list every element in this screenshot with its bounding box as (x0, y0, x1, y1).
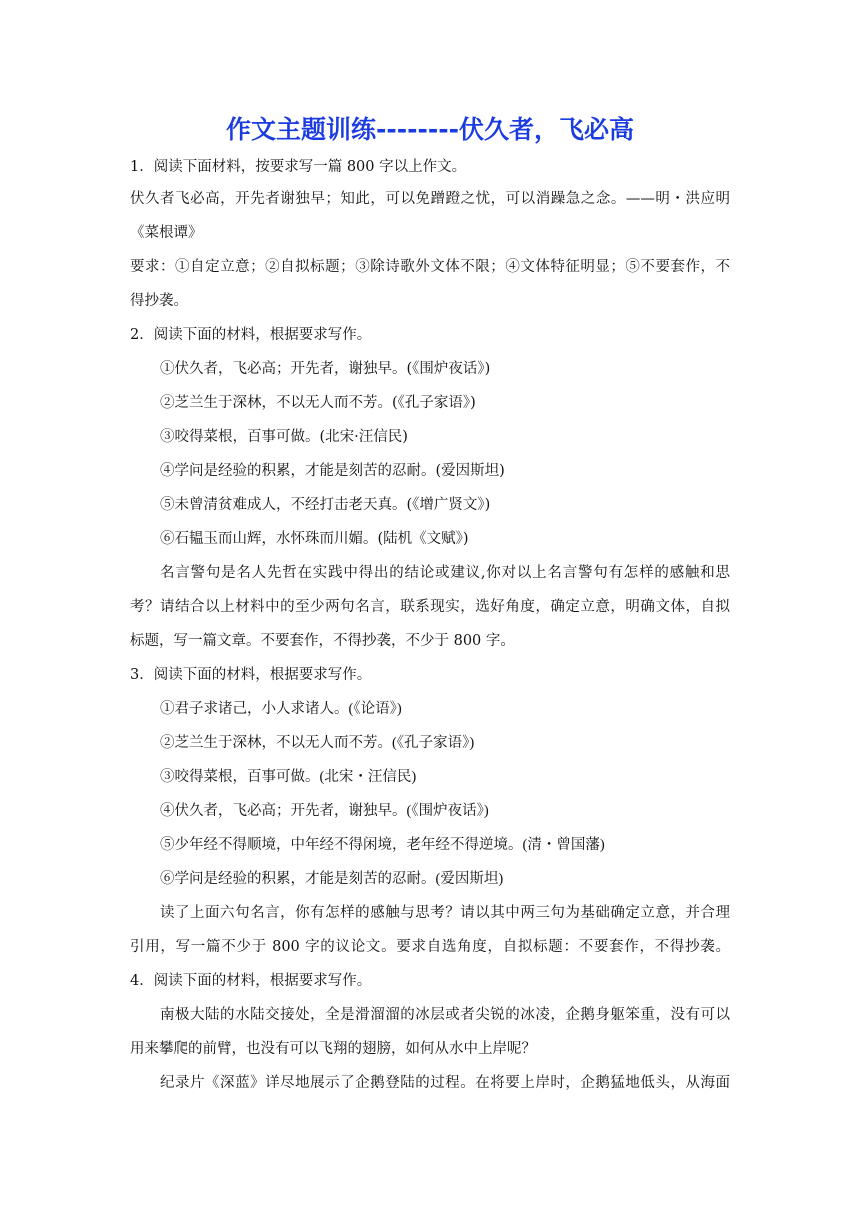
question-4-material-2: 纪录片《深蓝》详尽地展示了企鹅登陆的过程。在将要上岸时，企鹅猛地低头，从海面 (160, 1075, 730, 1091)
question-2-instruction: 名言警句是名人先哲在实践中得出的结论或建议,你对以上名言警句有怎样的感触和思 (160, 565, 730, 581)
question-2-instruction-cont: 考？请结合以上材料中的至少两句名言，联系现实，选好角度，确定立意，明确文体，自拟 (130, 599, 730, 615)
question-1-material-line: 伏久者飞必高，开先者谢独早；知此，可以免蹭蹬之忧，可以消躁急之念。——明・洪应明 (130, 191, 730, 207)
question-2-instruction-end: 标题，写一篇文章。不要套作，不得抄袭，不少于 800 字。 (130, 633, 515, 649)
quote-item: ①伏久者，飞必高；开先者，谢独早。(《围炉夜话》) (160, 361, 491, 377)
quote-item: ④伏久者，飞必高；开先者，谢独早。(《围炉夜话》) (160, 803, 489, 819)
document-title: 作文主题训练--------伏久者，飞必高 (225, 115, 634, 144)
question-1-requirements: 要求：①自定立意；②自拟标题；③除诗歌外文体不限；④文体特征明显；⑤不要套作，不 (130, 259, 730, 275)
quote-item: ⑥石韫玉而山辉，水怀珠而川媚。(陆机《文赋》) (160, 531, 469, 547)
question-4-material: 南极大陆的水陆交接处，全是滑溜溜的冰层或者尖锐的冰凌，企鹅身躯笨重，没有可以 (160, 1007, 730, 1023)
question-4-material-cont: 用来攀爬的前臂，也没有可以飞翔的翅膀，如何从水中上岸呢？ (130, 1041, 536, 1057)
question-3-instruction-cont: 引用，写一篇不少于 800 字的议论文。要求自选角度，自拟标题：不要套作，不得抄袭。 (130, 939, 730, 955)
quote-item: ③咬得菜根，百事可做。(北宋・汪信民) (160, 769, 417, 785)
question-3-prompt: 3．阅读下面的材料，根据要求写作。 (130, 667, 372, 683)
quote-item: ⑥学问是经验的积累，才能是刻苦的忍耐。(爱因斯坦) (160, 871, 504, 887)
quote-item: ④学问是经验的积累，才能是刻苦的忍耐。(爱因斯坦) (160, 463, 505, 479)
question-3-instruction: 读了上面六句名言，你有怎样的感触与思考？请以其中两三句为基础确定立意，并合理 (160, 905, 730, 921)
quote-item: ②芝兰生于深林，不以无人而不芳。(《孔子家语》) (160, 395, 476, 411)
quote-item: ②芝兰生于深林，不以无人而不芳。(《孔子家语》) (160, 735, 475, 751)
quote-item: ⑤少年经不得顺境，中年经不得闲境，老年经不得逆境。(清・曾国藩) (160, 837, 605, 853)
question-1-material-source: 《菜根谭》 (130, 225, 203, 241)
quote-item: ①君子求诸己，小人求诸人。(《论语》) (160, 701, 402, 717)
question-1-requirements-cont: 得抄袭。 (130, 293, 188, 309)
quote-item: ③咬得菜根，百事可做。(北宋·汪信民) (160, 429, 408, 445)
question-1-prompt: 1．阅读下面材料，按要求写一篇 800 字以上作文。 (130, 159, 467, 175)
question-2-prompt: 2．阅读下面的材料，根据要求写作。 (130, 327, 372, 343)
quote-item: ⑤未曾清贫难成人，不经打击老天真。(《增广贤文》) (160, 497, 491, 513)
question-4-prompt: 4．阅读下面的材料，根据要求写作。 (130, 973, 372, 989)
